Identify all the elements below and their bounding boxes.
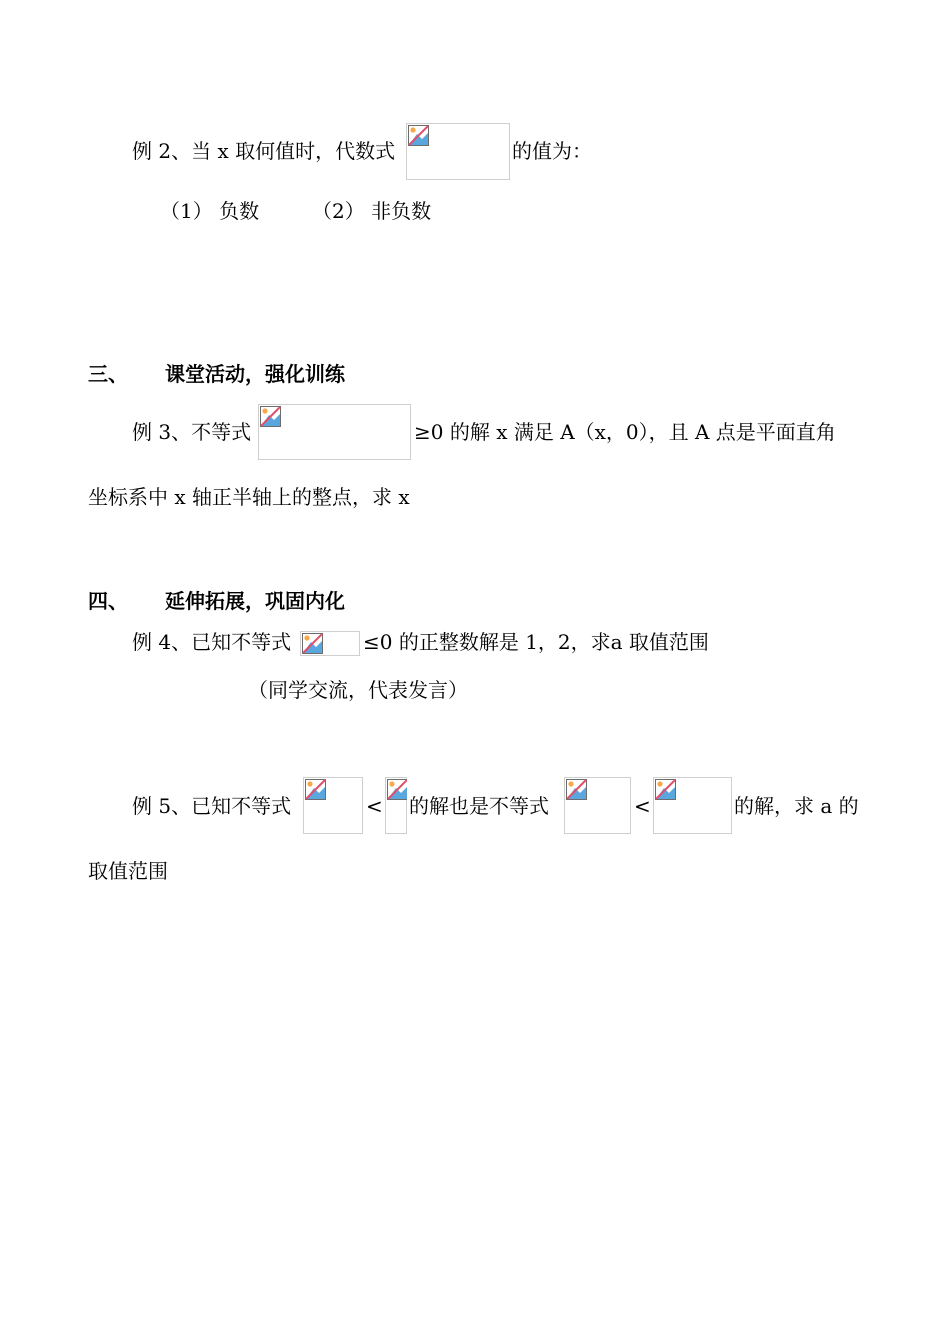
ex3-suffix: ≥0 的解 x 满足 A（x，0），且 A 点是平面直角 [414,420,836,444]
ex5-suffix: 的解，求 a 的 [734,794,859,818]
ex2-prefix: 例 2、当 x 取何值时，代数式 [132,139,396,163]
ex2-option-1: （1） 负数 [160,199,260,223]
ex2-suffix: 的值为： [512,139,592,163]
ex3-prefix: 例 3、不等式 [132,420,252,444]
broken-image-icon [302,633,324,655]
ex5-less-than-2: < [634,794,651,818]
ex5-less-than-1: < [366,794,383,818]
ex5-middle: 的解也是不等式 [409,794,549,818]
broken-image-icon [260,406,282,428]
ex2-formula-image [406,123,510,180]
ex4-prefix: 例 4、已知不等式 [132,630,292,654]
ex5-formula-image-1 [303,777,363,834]
broken-image-icon [566,779,588,801]
ex5-formula-image-3 [564,777,631,834]
section-4-title: 延伸拓展，巩固内化 [165,589,345,613]
ex5-prefix: 例 5、已知不等式 [132,794,292,818]
ex5-formula-image-2 [385,777,407,834]
ex3-line-2: 坐标系中 x 轴正半轴上的整点，求 x [88,485,410,509]
ex4-suffix: ≤0 的正整数解是 1，2，求a 取值范围 [363,630,709,654]
ex2-option-2: （2） 非负数 [312,199,432,223]
section-3-number: 三、 [88,362,128,386]
ex3-formula-image [258,404,411,460]
ex5-formula-image-4 [653,777,732,834]
section-4-number: 四、 [88,589,128,613]
ex5-line-2: 取值范围 [88,859,168,883]
broken-image-icon [655,779,677,801]
broken-image-icon [387,779,407,801]
broken-image-icon [305,779,327,801]
broken-image-icon [408,125,430,147]
ex4-formula-image [300,631,360,656]
section-3-title: 课堂活动，强化训练 [165,362,345,386]
ex4-note: （同学交流，代表发言） [248,678,468,702]
